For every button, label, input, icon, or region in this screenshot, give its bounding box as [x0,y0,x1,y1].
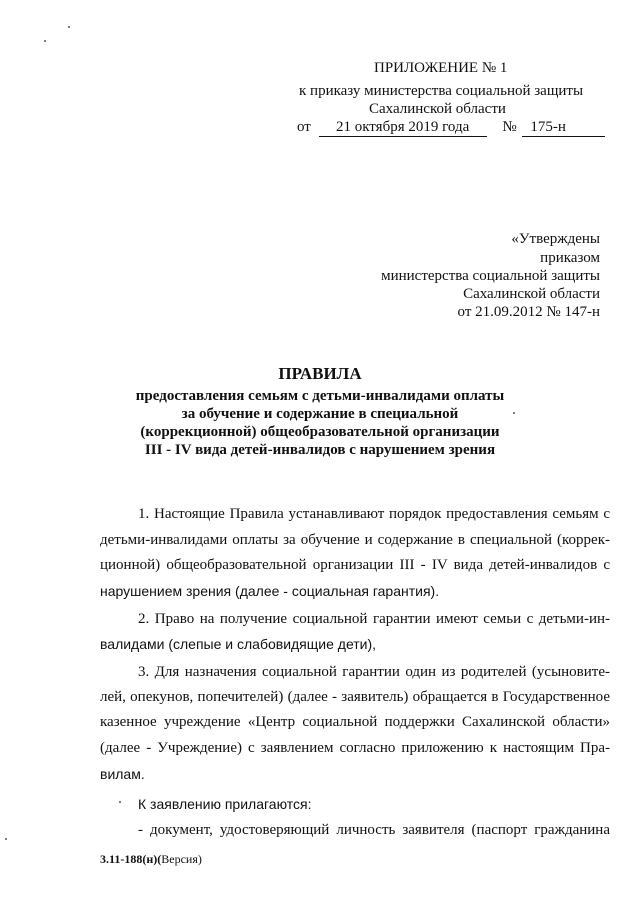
order-date-line [297,119,605,137]
approved-line-2: приказом [540,250,600,266]
order-number: 175-н [522,119,605,137]
scan-speck [119,801,121,803]
paragraph-3-line-4: (далее - Учреждение) с заявлением согласно приложению к настоящим Пра- [100,740,610,756]
scan-speck [5,838,7,840]
title-line-2: за обучение и содержание в специальной [181,406,459,422]
paragraph-2-line-2: валидами (слепые и слабовидящие дети), [100,636,377,652]
footer-code: 3.11-188(н)( [100,852,162,866]
paragraph-1-line-4: нарушением зрения (далее - социальная гарантия). [100,583,440,599]
paragraph-3-line-2: лей, опекунов, попечителей) (далее - заявитель) обращается в Государственное [100,689,610,705]
paragraph-3-line-5: вилам. [100,766,145,782]
paragraph-3-line-3: казенное учреждение «Центр социальной поддержки Сахалинской области» [100,714,610,730]
paragraph-1-line-1: 1. Настоящие Правила устанавливают порядок предоставления семьям с [138,506,610,522]
order-region: Сахалинской области [369,101,506,117]
appendix-title: ПРИЛОЖЕНИЕ № 1 [374,60,508,76]
scan-speck [44,40,46,42]
paragraph-3-line-1: 3. Для назначения социальной гарантии один из родителей (усыновите- [138,664,610,680]
title-line-4: III - IV вида детей-инвалидов с нарушением зрения [144,442,496,458]
order-date: 21 октября 2019 года [319,119,487,137]
footer-version-label: Версия) [161,852,202,866]
title-line-1: предоставления семьям с детьми-инвалидами оплаты [135,388,505,404]
footer-version [100,852,202,867]
approved-line-1: «Утверждены [511,231,600,247]
order-reference: к приказу министерства социальной защиты [299,83,584,99]
from-word: от [297,119,311,135]
paragraph-5-line-1: - документ, удостоверяющий личность заявителя (паспорт гражданина [138,822,610,838]
paragraph-4: К заявлению прилагаются: [138,796,312,812]
number-sign: № [502,119,517,135]
scan-speck [68,26,70,28]
title-line-3: (коррекционной) общеобразовательной организации [140,424,500,440]
document-title: ПРАВИЛА [278,364,362,383]
paragraph-1-line-2: детьми-инвалидами оплаты за обучение и содержание в специальной (коррек- [100,532,610,548]
paragraph-1-line-3: ционной) общеобразовательной организации III - IV вида детей-инвалидов с [100,557,610,573]
approved-line-3: министерства социальной защиты [381,268,600,284]
approved-line-5: от 21.09.2012 № 147-н [457,304,600,320]
approved-line-4: Сахалинской области [463,286,600,302]
paragraph-2-line-1: 2. Право на получение социальной гарантии имеют семьи с детьми-ин- [138,611,610,627]
